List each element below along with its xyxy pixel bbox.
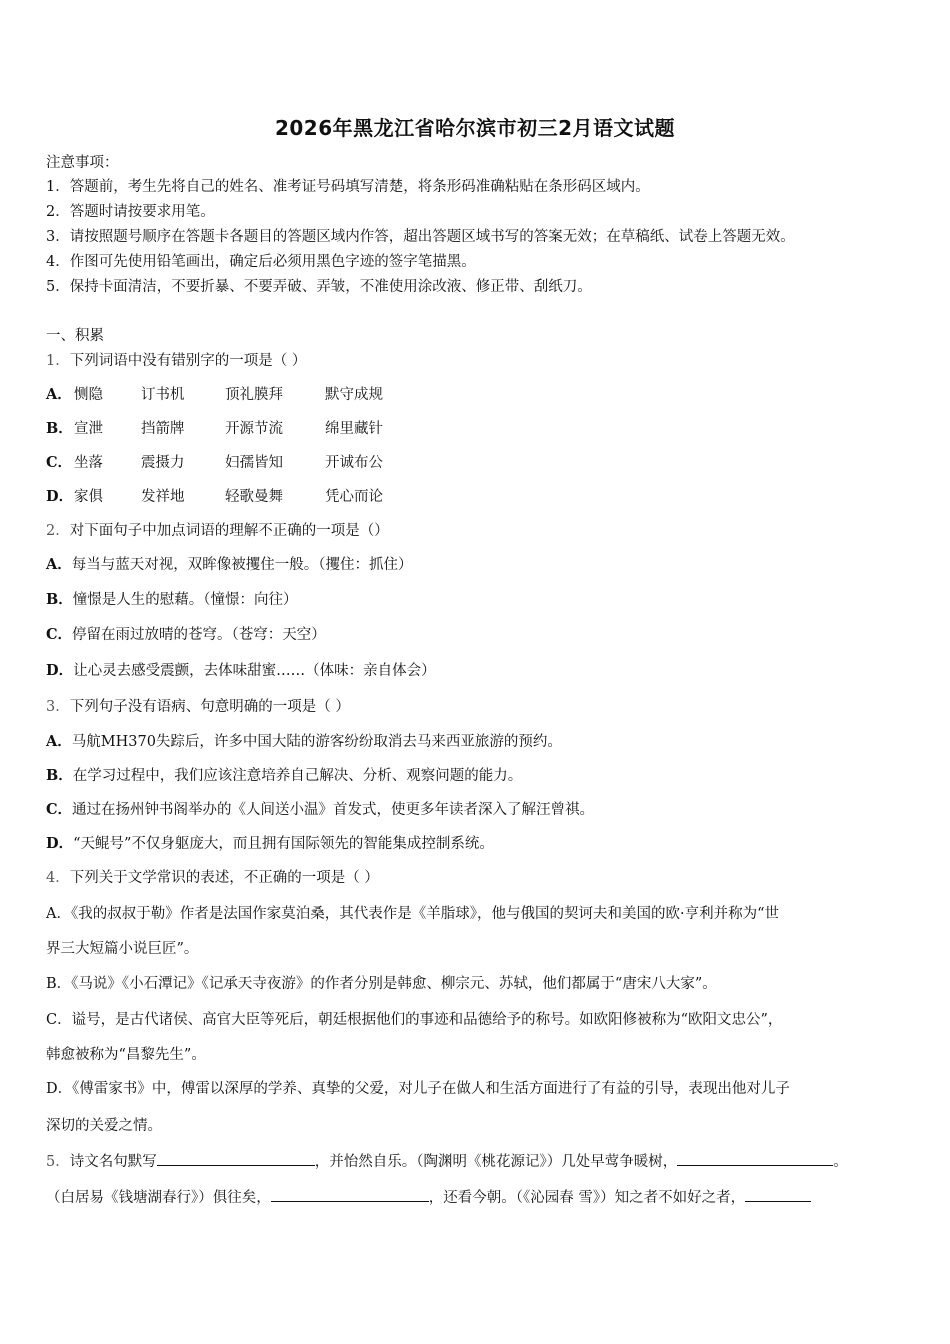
option-word: 开源节流: [225, 421, 283, 437]
question-number: 3．: [46, 699, 70, 715]
q2-option-b: [46, 590, 298, 610]
option-text: 停留在雨过放晴的苍穹。（苍穹：天空）: [72, 627, 326, 643]
notice-item: 1．答题前，考生先将自己的姓名、准考证号码填写清楚，将条形码准确粘贴在条形码区域内。: [46, 179, 650, 195]
question-text: ，并怡然自乐。（陶渊明《桃花源记》）几处早莺争暖树，: [314, 1154, 678, 1170]
option-text: 每当与蓝天对视，双眸像被攫住一般。（攫住：抓住）: [71, 557, 413, 573]
option-word: 顶礼膜拜: [225, 387, 283, 403]
option-word: 震摄力: [141, 455, 185, 471]
option-word: 默守成规: [325, 387, 383, 403]
option-text: “天鲲号”不仅身躯庞大，而且拥有国际领先的智能集成控制系统。: [73, 836, 494, 852]
question-number: 5．: [46, 1154, 70, 1170]
option-word: 挡箭牌: [141, 421, 185, 437]
option-text: 憧憬是人生的慰藉。（憧憬：向往）: [72, 592, 298, 608]
q2-option-d: [46, 661, 436, 681]
q2-option-c: [46, 625, 326, 645]
notice-heading: 注意事项：: [46, 155, 119, 171]
question-text: 对下面句子中加点词语的理解不正确的一项是（）: [69, 523, 389, 539]
q4-option-a-cont: 界三大短篇小说巨匠”。: [46, 941, 199, 957]
option-label: A．: [46, 386, 72, 403]
option-text: 马航MH370失踪后，许多中国大陆的游客纷纷取消去马来西亚旅游的预约。: [71, 734, 562, 750]
question-2-stem: [46, 521, 389, 541]
option-label: C．: [46, 626, 73, 643]
q4-option-a: A．《我的叔叔于勒》作者是法国作家莫泊桑，其代表作是《羊脂球》，他与俄国的契诃夫和美国的欧·亨利并称为“世: [46, 906, 779, 922]
q1-option-b: [46, 419, 383, 439]
option-word: 家俱: [74, 489, 103, 505]
option-label: B．: [46, 591, 73, 608]
question-text: 。: [833, 1154, 848, 1170]
answer-blank[interactable]: [677, 1151, 833, 1166]
notice-item: 4．作图可先使用铅笔画出，确定后必须用黑色字迹的签字笔描黑。: [46, 254, 476, 270]
question-3-stem: [46, 697, 350, 717]
q3-option-c: [46, 800, 594, 820]
option-label: D．: [46, 835, 74, 852]
option-label: C．: [46, 801, 73, 818]
question-5-line-2: [46, 1187, 811, 1208]
option-text: 通过在扬州钟书阁举办的《人间送小温》首发式，使更多年读者深入了解汪曾祺。: [72, 802, 595, 818]
notice-item: 5．保持卡面清洁，不要折暴、不要弄破、弄皱，不准使用涂改液、修正带、刮纸刀。: [46, 279, 592, 295]
q4-option-d-cont: 深切的关爱之情。: [46, 1118, 162, 1134]
option-word: 开诚布公: [325, 455, 383, 471]
question-text: 下列词语中没有错别字的一项是（ ）: [69, 353, 307, 369]
option-label: B．: [46, 767, 73, 784]
option-word: 发祥地: [141, 489, 185, 505]
option-text: 让心灵去感受震颤，去体味甜蜜……（体味：亲自体会）: [73, 663, 436, 679]
q3-option-a: [46, 732, 562, 752]
question-text: ，还看今朝。（《沁园春 雪》）知之者不如好之者，: [428, 1190, 746, 1206]
question-number: 1．: [46, 353, 70, 369]
notice-item: 3．请按照题号顺序在答题卡各题目的答题区域内作答，超出答题区域书写的答案无效；在草稿纸、试卷上答题无效。: [46, 229, 795, 245]
q2-option-a: [46, 555, 413, 575]
question-5-line-1: [46, 1151, 848, 1172]
q4-option-c-cont: 韩愈被称为“昌黎先生”。: [46, 1047, 206, 1063]
question-text: 下列句子没有语病、句意明确的一项是（ ）: [69, 699, 350, 715]
option-label: D．: [46, 488, 74, 505]
question-number: 4．: [46, 870, 70, 886]
section-heading: 一、积累: [46, 328, 104, 344]
option-label: A．: [46, 556, 72, 573]
answer-blank[interactable]: [157, 1151, 315, 1166]
option-label: C．: [46, 454, 73, 471]
q1-option-a: [46, 385, 383, 405]
question-text: （白居易《钱塘湖春行》）俱往矣，: [46, 1190, 271, 1206]
page-title: 2026年黑龙江省哈尔滨市初三2月语文试题: [274, 116, 676, 140]
option-text: 在学习过程中，我们应该注意培养自己解决、分析、观察问题的能力。: [72, 768, 523, 784]
q4-option-b: B．《马说》《小石潭记》《记承天寺夜游》的作者分别是韩愈、柳宗元、苏轼，他们都属于“唐宋八大家”。: [46, 976, 717, 992]
option-word: 妇孺皆知: [225, 455, 283, 471]
question-1-stem: [46, 351, 306, 371]
notice-item: 2．答题时请按要求用笔。: [46, 204, 215, 220]
q4-option-d: D．《傅雷家书》中，傅雷以深厚的学养、真挚的父爱，对儿子在做人和生活方面进行了有益的引导，表现出他对儿子: [46, 1081, 790, 1097]
option-word: 订书机: [141, 387, 185, 403]
option-label: B．: [46, 420, 73, 437]
q4-option-c: C．谥号，是古代诸侯、高官大臣等死后，朝廷根据他们的事迹和品德给予的称号。如欧阳修被称为“欧阳文忠公”，: [46, 1012, 783, 1028]
question-text: 诗文名句默写: [69, 1154, 157, 1170]
option-word: 宣泄: [74, 421, 103, 437]
q3-option-b: [46, 766, 522, 786]
option-word: 恻隐: [74, 387, 103, 403]
q3-option-d: [46, 834, 494, 854]
option-word: 坐落: [74, 455, 103, 471]
question-4-stem: [46, 868, 379, 888]
question-text: 下列关于文学常识的表述，不正确的一项是（ ）: [69, 870, 379, 886]
question-number: 2．: [46, 523, 70, 539]
q1-option-d: [46, 487, 383, 507]
option-label: A．: [46, 733, 72, 750]
answer-blank[interactable]: [271, 1187, 429, 1202]
option-word: 绵里藏针: [325, 421, 383, 437]
q1-option-c: [46, 453, 383, 473]
answer-blank[interactable]: [745, 1187, 811, 1202]
option-word: 凭心而论: [325, 489, 383, 505]
option-word: 轻歌曼舞: [225, 489, 283, 505]
option-label: D．: [46, 662, 74, 679]
